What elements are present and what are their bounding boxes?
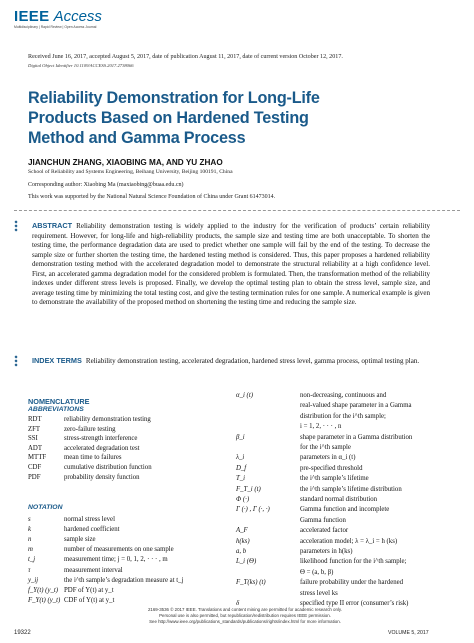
nomenclature-definition: for the i^th sample <box>300 444 351 451</box>
paper-title: Reliability Demonstration for Long-Life Products Based on Hardened Testing Method and Gamma Process <box>28 89 320 147</box>
nomenclature-symbol: F_T(ks) (t) <box>236 579 266 587</box>
nomenclature-definition: accelerated degradation test <box>64 444 140 452</box>
nomenclature-definition: measurement time; j = 0, 1, 2, · · · , m <box>64 556 168 564</box>
footer-rights-link[interactable]: See http://www.ieee.org/publications_standards/publications/rights/index.html for more information. <box>149 619 341 624</box>
index-terms-body: Reliability demonstration testing, accelerated degradation, hardened stress level, gamma process, optimal testing plan. <box>85 357 420 365</box>
volume-info: VOLUME 5, 2017 <box>388 630 429 636</box>
nomenclature-symbol: s <box>28 516 31 523</box>
nomenclature-symbol: Φ (·) <box>236 496 250 503</box>
notation-list <box>28 516 228 616</box>
nomenclature-symbol: λ_i <box>236 454 245 462</box>
nomenclature-symbol: δ <box>236 600 240 607</box>
nomenclature-definition: parameters in h(ks) <box>300 548 353 555</box>
nomenclature-definition: CDF of Y(t) at y_t <box>64 596 115 604</box>
authors: JIANCHUN ZHANG, XIAOBING MA, AND YU ZHAO <box>28 158 223 167</box>
nomenclature-definition: hardened coefficient <box>64 526 120 534</box>
section-divider <box>14 210 460 211</box>
nomenclature-symbol: α_i (t) <box>236 392 253 399</box>
nomenclature-symbol: β_i <box>236 433 245 441</box>
abstract-heading: ABSTRACT <box>32 221 73 230</box>
nomenclature-definition: normal stress level <box>64 516 115 523</box>
nomenclature-symbol: F_T_i (t) <box>236 485 261 493</box>
nomenclature-symbol: D_f <box>236 464 247 472</box>
nomenclature-definition: Gamma function and incomplete <box>300 506 390 514</box>
footer-copyright: 2169-3536 © 2017 IEEE. Translations and content mining are permitted for academic research only. <box>147 607 342 612</box>
ieee-access-logo <box>14 9 124 33</box>
index-terms-heading: INDEX TERMS <box>32 356 82 365</box>
nomenclature-symbol: k <box>28 526 32 534</box>
nomenclature-symbol: ZFT <box>28 425 41 433</box>
nomenclature-definition: sample size <box>64 536 96 544</box>
footer-permission: Personal use is also permitted, but republication/redistribution requires IEEE permission. <box>159 613 331 618</box>
nomenclature-definition: likelihood function for the i^th sample; <box>300 558 407 566</box>
abbreviations-heading: ABBREVIATIONS <box>28 406 84 413</box>
nomenclature-definition: number of measurements on one sample <box>64 546 174 554</box>
nomenclature-definition: failure probability under the hardened <box>300 579 404 587</box>
nomenclature-definition: i = 1, 2, · · · , n <box>300 423 342 431</box>
nomenclature-symbol: τ <box>28 566 31 574</box>
nomenclature-definition: shape parameter in a Gamma distribution <box>300 433 413 441</box>
nomenclature-symbol: A_F <box>236 527 248 535</box>
nomenclature-symbol: y_ij <box>28 576 39 584</box>
nomenclature-definition: cumulative distribution function <box>64 464 152 471</box>
nomenclature-definition: mean time to failures <box>64 454 122 462</box>
nomenclature-definition: the i^th sample’s lifetime distribution <box>300 485 402 493</box>
abstract-side-marker: ◆ ◆ ◆ <box>14 219 18 232</box>
abbreviations-list <box>28 416 228 486</box>
nomenclature-symbol: T_i <box>236 475 246 483</box>
nomenclature-definition: PDF of Y(t) at y_t <box>64 586 114 594</box>
publication-dates: Received June 16, 2017, accepted August 5, 2017, date of publication August 11, 2017, date of current version October 12, 2017. <box>28 54 343 60</box>
nomenclature-definition: measurement interval <box>64 566 123 574</box>
nomenclature-definition: real-valued shape parameter in a Gamma <box>300 402 412 410</box>
notation-heading: NOTATION <box>28 504 63 511</box>
affiliation: School of Reliability and Systems Engineering, Beihang University, Beijing 100191, China <box>28 169 233 175</box>
nomenclature-definition: reliability demonstration testing <box>64 416 151 423</box>
nomenclature-definition: Gamma function <box>300 516 346 524</box>
nomenclature-definition: stress level ks <box>300 589 338 597</box>
nomenclature-symbol: CDF <box>28 464 42 471</box>
nomenclature-symbol: h(ks) <box>236 537 250 545</box>
nomenclature-definition: stress-strength interference <box>64 435 138 443</box>
nomenclature-definition: probability density function <box>64 473 140 481</box>
nomenclature-definition: acceleration model; λ = λ_i = h (ks) <box>300 537 398 545</box>
nomenclature-symbol: Γ (·) , Γ (·, ·) <box>236 506 270 514</box>
nomenclature-definition: distribution for the i^th sample; <box>300 412 386 420</box>
nomenclature-symbol: PDF <box>28 473 41 481</box>
nomenclature-definition: the i^th sample’s lifetime <box>300 475 369 483</box>
corresponding-author: Corresponding author: Xiaobing Ma (maxiaobing@buaa.edu.cn) <box>28 182 184 188</box>
abstract <box>32 221 430 308</box>
nomenclature-definition: accelerated factor <box>300 527 349 535</box>
notation-list-right <box>236 392 464 618</box>
nomenclature-definition: Θ = (a, b, β) <box>300 568 334 576</box>
nomenclature-symbol: SSI <box>28 435 38 443</box>
nomenclature-definition: zero-failure testing <box>64 425 116 433</box>
abstract-body: Reliability demonstration testing is widely applied to the industry for the verification of products’ certain reliability requirement. However, for long-life and high-reliability products, the sample size and testing time are both unacceptable. To shorten the testing time, the performance degradation data are used to predict whether one sample will fail by the end of the testing. To decrease the sample size or further shorten the testing time, the hardened testing method is considered. Thus, this paper proposes a hardened reliability demonstration testing method with the accelerated degradation model to demonstrate the structural reliability at a high confidence level. First, an accelerated gamma degradation model for the considered problem is formulated. Then, the transformation method of the reliability indexes under different stress levels is proposed. Finally, we develop the optimal testing plan to obtain the stress level, sample size, and average testing time by minimizing the total testing cost, and give the testing termination rules for one sample. A numerical example is given to demonstrate the availability of the proposed method on shortening the testing time and reducing the sample size. <box>32 222 430 307</box>
nomenclature-symbol: L_i (Θ) <box>236 558 257 566</box>
nomenclature-definition: pre-specified threshold <box>300 464 363 472</box>
nomenclature-symbol: m <box>28 546 33 554</box>
nomenclature-definition: parameters in α_i (t) <box>300 454 356 462</box>
nomenclature-symbol: RDT <box>28 416 42 423</box>
doi: Digital Object Identifier 10.1109/ACCESS.2017.2738066 <box>28 63 134 68</box>
index-terms <box>32 356 430 367</box>
nomenclature-symbol: ADT <box>28 444 42 452</box>
page-number: 19322 <box>14 630 31 636</box>
logo-tagline: Multidisciplinary | Rapid Review | Open Access Journal <box>14 25 97 29</box>
nomenclature-symbol: f_Y(t) (y_t) <box>28 586 59 594</box>
nomenclature-definition: the i^th sample’s degradation measure at t_j <box>64 576 184 584</box>
nomenclature-symbol: MTTF <box>28 454 47 462</box>
funding-note: This work was supported by the National Natural Science Foundation of China under Grant 61473014. <box>28 194 276 200</box>
nomenclature-symbol: F_Y(t) (y_t) <box>28 596 61 604</box>
logo-text: IEEE Access <box>14 8 102 25</box>
nomenclature-definition: specified type II error (consumer’s risk) <box>300 600 409 607</box>
nomenclature-symbol: t_j <box>28 556 36 564</box>
index-terms-side-marker: ◆ ◆ ◆ <box>14 354 18 367</box>
nomenclature-definition: non-decreasing, continuous and <box>300 392 387 399</box>
nomenclature-symbol: n <box>28 536 32 544</box>
nomenclature-definition: standard normal distribution <box>300 496 378 503</box>
nomenclature-heading: NOMENCLATURE <box>28 397 90 406</box>
nomenclature-symbol: a, b <box>236 548 247 555</box>
